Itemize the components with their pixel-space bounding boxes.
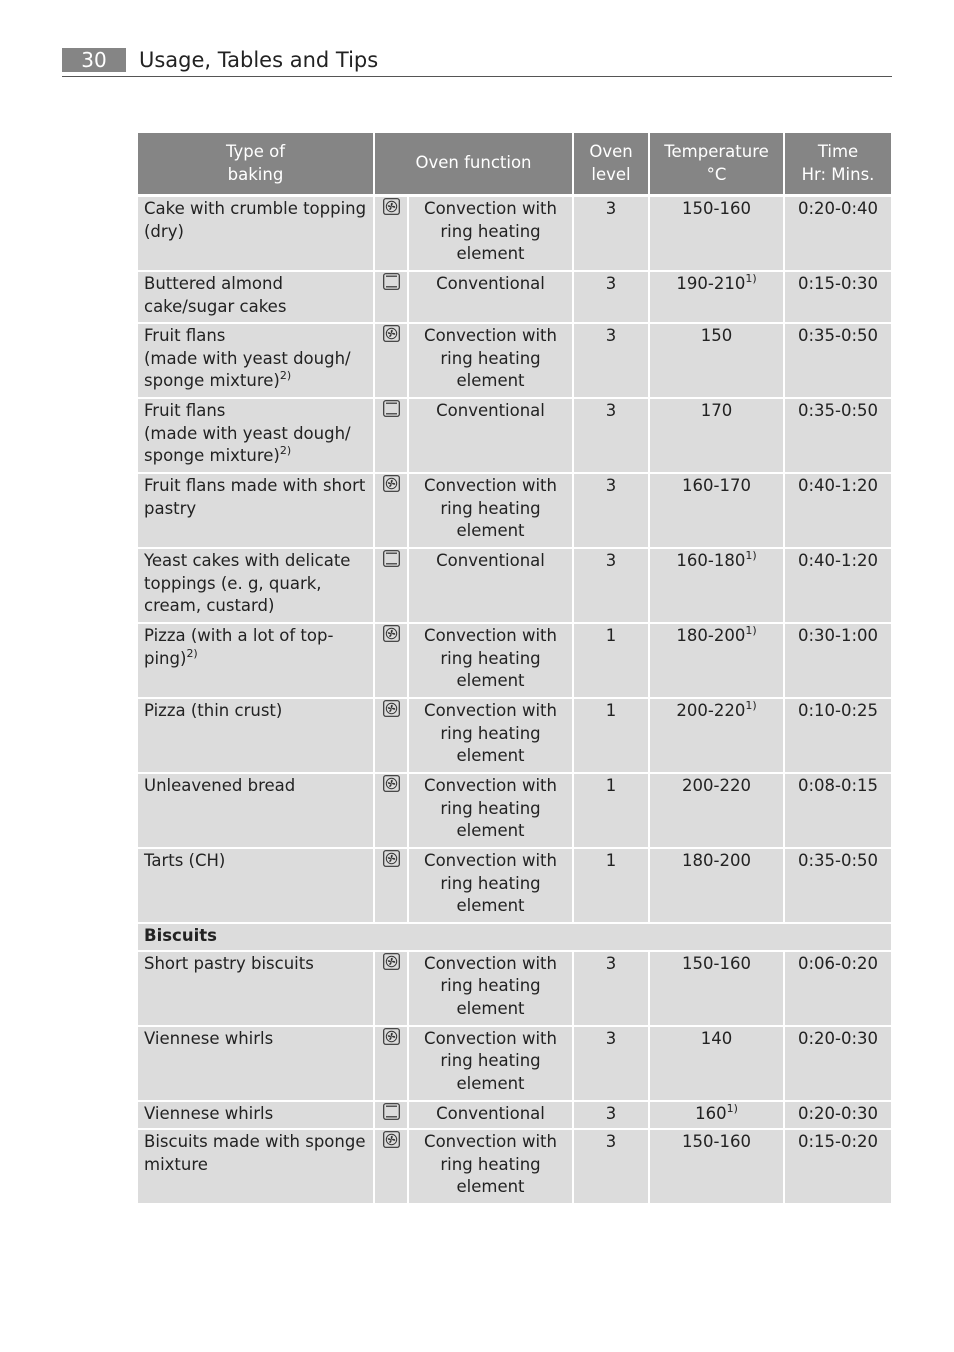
baking-type: Cake with crumble topping (dry) (144, 199, 367, 241)
function-icon-cell (375, 1027, 409, 1102)
baking-type-cell (138, 549, 375, 624)
function-icon-cell (375, 1102, 409, 1131)
footnote-marker: 1) (726, 1101, 738, 1115)
oven-level: 3 (574, 197, 650, 272)
baking-type-cell (138, 624, 375, 699)
table-row (138, 549, 891, 624)
temperature-cell (650, 1130, 785, 1205)
convection-icon (383, 475, 400, 492)
time: 0:15-0:30 (785, 272, 891, 324)
table-row (138, 774, 891, 849)
temperature-cell (650, 952, 785, 1027)
oven-level: 1 (574, 849, 650, 924)
time: 0:08-0:15 (785, 774, 891, 849)
oven-level: 3 (574, 272, 650, 324)
oven-function: Convection with ring heating element (409, 774, 574, 849)
baking-type: Yeast cakes with delicate toppings (e. g, quark, cream, custard) (144, 551, 351, 615)
baking-type: Fruit flans (made with yeast dough/ sponge mixture) (144, 326, 351, 390)
baking-type-cell (138, 1102, 375, 1131)
baking-type: Fruit flans (made with yeast dough/ sponge mixture) (144, 401, 351, 465)
table-row (138, 1027, 891, 1102)
oven-function: Conventional (409, 1102, 574, 1131)
baking-type-cell (138, 699, 375, 774)
baking-type-cell (138, 849, 375, 924)
table-header-row (138, 133, 891, 197)
temperature: 150-160 (682, 199, 751, 218)
temperature: 200-220 (676, 701, 746, 720)
function-icon-cell (375, 699, 409, 774)
baking-type-cell (138, 272, 375, 324)
temperature-cell (650, 1102, 785, 1131)
function-icon-cell (375, 624, 409, 699)
oven-level: 3 (574, 399, 650, 474)
convection-icon (383, 1028, 400, 1045)
oven-level: 3 (574, 324, 650, 399)
oven-function: Convection with ring heating element (409, 1130, 574, 1205)
function-icon-cell (375, 324, 409, 399)
function-icon-cell (375, 849, 409, 924)
baking-type: Short pastry biscuits (144, 953, 314, 973)
time: 0:35-0:50 (785, 324, 891, 399)
time: 0:15-0:20 (785, 1130, 891, 1205)
baking-type-cell (138, 774, 375, 849)
oven-level: 3 (574, 952, 650, 1027)
baking-type-cell (138, 952, 375, 1027)
table-row (138, 272, 891, 324)
convection-icon (383, 325, 400, 342)
oven-function: Conventional (409, 399, 574, 474)
temperature: 160 (695, 1103, 727, 1123)
convection-icon (383, 775, 400, 792)
table-row (138, 474, 891, 549)
oven-function: Convection with ring heating element (409, 952, 574, 1027)
time: 0:20-0:30 (785, 1102, 891, 1131)
convection-icon (383, 1131, 400, 1148)
temperature: 150-160 (682, 953, 751, 973)
table-row (138, 197, 891, 272)
baking-type: Viennese whirls (144, 1103, 274, 1123)
oven-level: 3 (574, 474, 650, 549)
page-title: Usage, Tables and Tips (139, 48, 379, 72)
temperature-cell (650, 699, 785, 774)
baking-type-cell (138, 197, 375, 272)
baking-type: Tarts (CH) (144, 851, 226, 870)
time: 0:35-0:50 (785, 399, 891, 474)
function-icon-cell (375, 774, 409, 849)
time: 0:40-1:20 (785, 549, 891, 624)
oven-level: 1 (574, 774, 650, 849)
oven-level: 3 (574, 549, 650, 624)
time: 0:20-0:40 (785, 197, 891, 272)
time: 0:10-0:25 (785, 699, 891, 774)
baking-type-cell (138, 474, 375, 549)
temperature: 150-160 (682, 1132, 751, 1151)
temperature-cell (650, 272, 785, 324)
convection-icon (383, 198, 400, 215)
temperature: 180-200 (682, 851, 751, 870)
convection-icon (383, 953, 400, 970)
oven-function: Conventional (409, 272, 574, 324)
function-icon-cell (375, 399, 409, 474)
temperature-cell (650, 549, 785, 624)
baking-type-cell (138, 1130, 375, 1205)
temperature: 190-210 (676, 274, 746, 293)
function-icon-cell (375, 272, 409, 324)
temperature-cell (650, 324, 785, 399)
table-row (138, 624, 891, 699)
baking-type: Pizza (thin crust) (144, 701, 283, 720)
baking-type-cell (138, 1027, 375, 1102)
baking-type: Unleavened bread (144, 776, 296, 795)
conventional-icon (383, 400, 400, 417)
footnote-marker: 1) (745, 624, 757, 637)
function-icon-cell (375, 1130, 409, 1205)
oven-function: Convection with ring heating element (409, 849, 574, 924)
conventional-icon (383, 550, 400, 567)
baking-type: Buttered almond cake/sugar cakes (144, 274, 287, 316)
footnote-marker: 2) (279, 444, 292, 457)
baking-type: Biscuits made with sponge mixture (144, 1132, 366, 1174)
baking-type-cell (138, 324, 375, 399)
oven-function: Convection with ring heating element (409, 474, 574, 549)
baking-table (138, 133, 891, 1205)
temperature-cell (650, 774, 785, 849)
temperature-cell (650, 1027, 785, 1102)
temperature: 200-220 (682, 776, 751, 795)
table-row (138, 849, 891, 924)
section-row (138, 924, 891, 952)
baking-type: Viennese whirls (144, 1028, 274, 1048)
table-row (138, 1102, 891, 1131)
page-number: 30 (62, 48, 126, 72)
convection-icon (383, 700, 400, 717)
header-type-of-baking: Type of baking (138, 133, 375, 197)
baking-type: Pizza (with a lot of top- ping) (144, 626, 334, 668)
table-row (138, 1130, 891, 1205)
oven-function: Convection with ring heating element (409, 1027, 574, 1102)
time: 0:40-1:20 (785, 474, 891, 549)
footnote-marker: 1) (745, 549, 757, 562)
header-oven-function: Oven function (375, 133, 574, 197)
table-row (138, 952, 891, 1027)
oven-level: 3 (574, 1130, 650, 1205)
conventional-icon (383, 273, 400, 290)
oven-level: 3 (574, 1027, 650, 1102)
temperature: 160-180 (676, 551, 746, 570)
temperature: 150 (700, 326, 733, 345)
table-row (138, 399, 891, 474)
footnote-marker: 1) (745, 272, 757, 285)
temperature-cell (650, 399, 785, 474)
oven-function: Convection with ring heating element (409, 324, 574, 399)
oven-function: Convection with ring heating element (409, 197, 574, 272)
temperature-cell (650, 849, 785, 924)
oven-level: 1 (574, 624, 650, 699)
footnote-marker: 2) (279, 369, 292, 382)
baking-type: Fruit flans made with short pastry (144, 476, 366, 518)
function-icon-cell (375, 549, 409, 624)
temperature: 160-170 (682, 476, 751, 495)
temperature-cell (650, 474, 785, 549)
time: 0:30-1:00 (785, 624, 891, 699)
conventional-icon (383, 1103, 400, 1120)
temperature-cell (650, 197, 785, 272)
function-icon-cell (375, 952, 409, 1027)
temperature: 140 (700, 1028, 733, 1048)
section-label: Biscuits (138, 924, 891, 952)
header-time: Time Hr: Mins. (785, 133, 891, 197)
footnote-marker: 1) (745, 699, 757, 712)
convection-icon (383, 850, 400, 867)
time: 0:35-0:50 (785, 849, 891, 924)
time: 0:06-0:20 (785, 952, 891, 1027)
oven-level: 3 (574, 1102, 650, 1131)
temperature: 180-200 (676, 626, 746, 645)
footnote-marker: 2) (186, 646, 198, 660)
time: 0:20-0:30 (785, 1027, 891, 1102)
convection-icon (383, 625, 400, 642)
header-temperature: Temperature °C (650, 133, 785, 197)
oven-function: Convection with ring heating element (409, 624, 574, 699)
header-oven-level: Oven level (574, 133, 650, 197)
temperature: 170 (700, 401, 733, 420)
oven-function: Conventional (409, 549, 574, 624)
table-row (138, 324, 891, 399)
oven-function: Convection with ring heating element (409, 699, 574, 774)
oven-level: 1 (574, 699, 650, 774)
function-icon-cell (375, 197, 409, 272)
page-header (62, 46, 892, 77)
temperature-cell (650, 624, 785, 699)
table-row (138, 699, 891, 774)
function-icon-cell (375, 474, 409, 549)
baking-type-cell (138, 399, 375, 474)
